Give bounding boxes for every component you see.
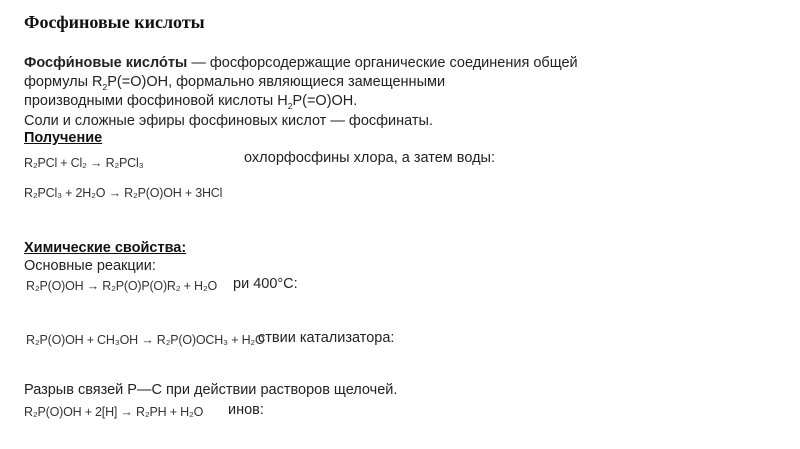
reaction3-text: инов: <box>228 402 264 418</box>
basic-reactions-label: Основные реакции: <box>24 258 156 274</box>
intro-line-4: Соли и сложные эфиры фосфиновых кислот — фосфинаты. <box>24 113 434 129</box>
preparation-text: охлорфосфины хлора, а затем воды: <box>244 150 495 166</box>
slide-title: Фосфиновые кислоты <box>24 12 205 32</box>
intro-line-3: производными фосфиновой кислоты $H_2P(=O)OH$. <box>24 93 358 111</box>
term-phosphinic-acids: Фосфи́новые кисло́ты <box>24 55 188 71</box>
cleavage-text: Разрыв связей Р—С при действии растворов щелочей. <box>24 382 398 398</box>
intro-line-1: Фосфи́новые кисло́ты — фосфорсодержащие органические соединения общей <box>24 55 578 71</box>
formula-esterification: R₂P(O)OH + CH₃OH → R₂P(O)OCH₃ + H₂O <box>26 330 256 350</box>
intro-paragraph <box>24 54 724 131</box>
reaction1-text: ри 400°С: <box>233 276 298 292</box>
formula-chlorination: R₂PCl + Cl₂ → R₂PCl₃ <box>24 152 242 174</box>
heading-preparation: Получение <box>24 130 103 146</box>
formula-hydrolysis: R₂PCl₃ + 2H₂O → R₂P(O)OH + 3HCl <box>24 182 242 204</box>
formula-anhydride: R₂P(O)OH → R₂P(O)P(O)R₂ + H₂O <box>26 276 231 296</box>
formula-reduction: R₂P(O)OH + 2[H] → R₂PH + H₂O <box>24 402 226 422</box>
intro-line-2: формулы $R_2P(=O)OH$, формально являющиеся замещенными <box>24 74 446 92</box>
heading-chemical-properties: Химические свойства: <box>24 240 187 256</box>
reaction2-text: ствии катализатора: <box>258 330 395 346</box>
